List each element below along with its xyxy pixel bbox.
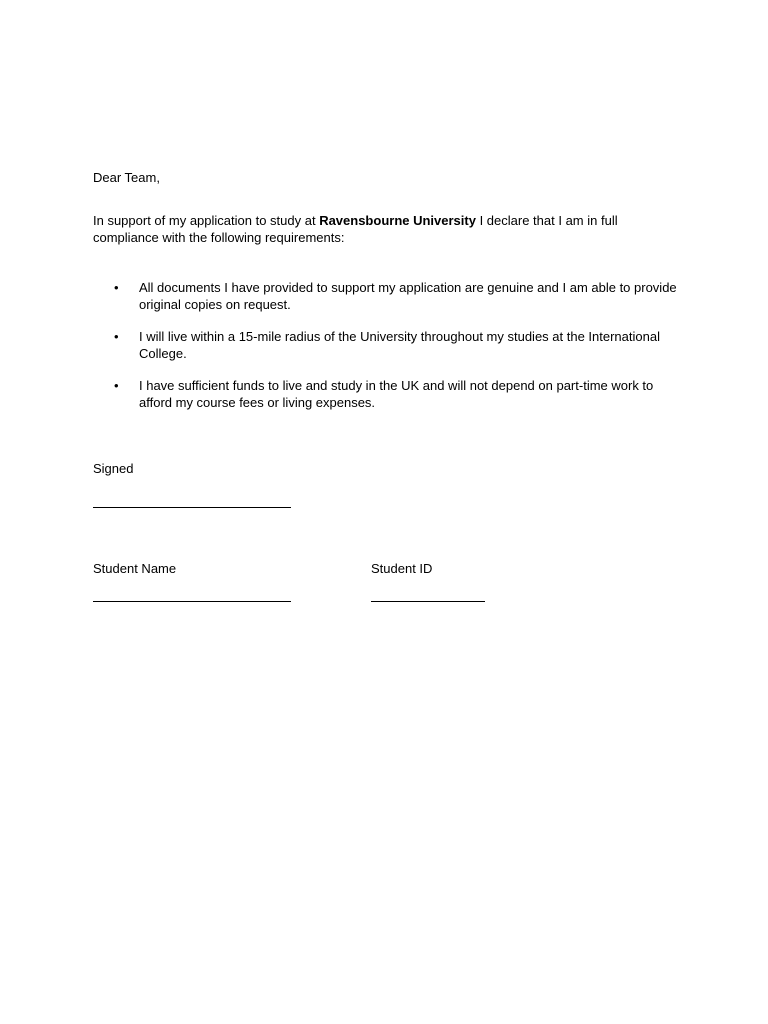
intro-text-end: I declare that I am in full compliance with the following requirements:: [93, 213, 618, 245]
requirement-text: I will live within a 15-mile radius of the University throughout my studies at the International College.: [139, 329, 660, 361]
bullet-icon: •: [114, 280, 119, 295]
requirement-text: I have sufficient funds to live and study in the UK and will not depend on part-time work to afford my course fees or living expenses.: [139, 378, 654, 410]
signature-line[interactable]: [93, 507, 291, 508]
signed-label: Signed: [93, 461, 134, 476]
student-name-label: Student Name: [93, 561, 177, 576]
salutation: Dear Team,: [93, 170, 160, 185]
bullet-icon: •: [114, 378, 119, 393]
list-item: [93, 328, 683, 362]
list-item: [93, 279, 683, 313]
university-name: Ravensbourne University: [319, 213, 476, 228]
student-id-label: Student ID: [371, 561, 433, 576]
intro-text-start: In support of my application to study at: [93, 213, 320, 228]
bullet-icon: •: [114, 329, 119, 344]
requirement-text: All documents I have provided to support my application are genuine and I am able to provide original copies on request.: [139, 280, 677, 312]
student-id-line[interactable]: [371, 601, 485, 602]
student-name-line[interactable]: [93, 601, 291, 602]
intro-paragraph: [93, 212, 653, 246]
requirements-list: [93, 279, 683, 426]
list-item: [93, 377, 683, 411]
